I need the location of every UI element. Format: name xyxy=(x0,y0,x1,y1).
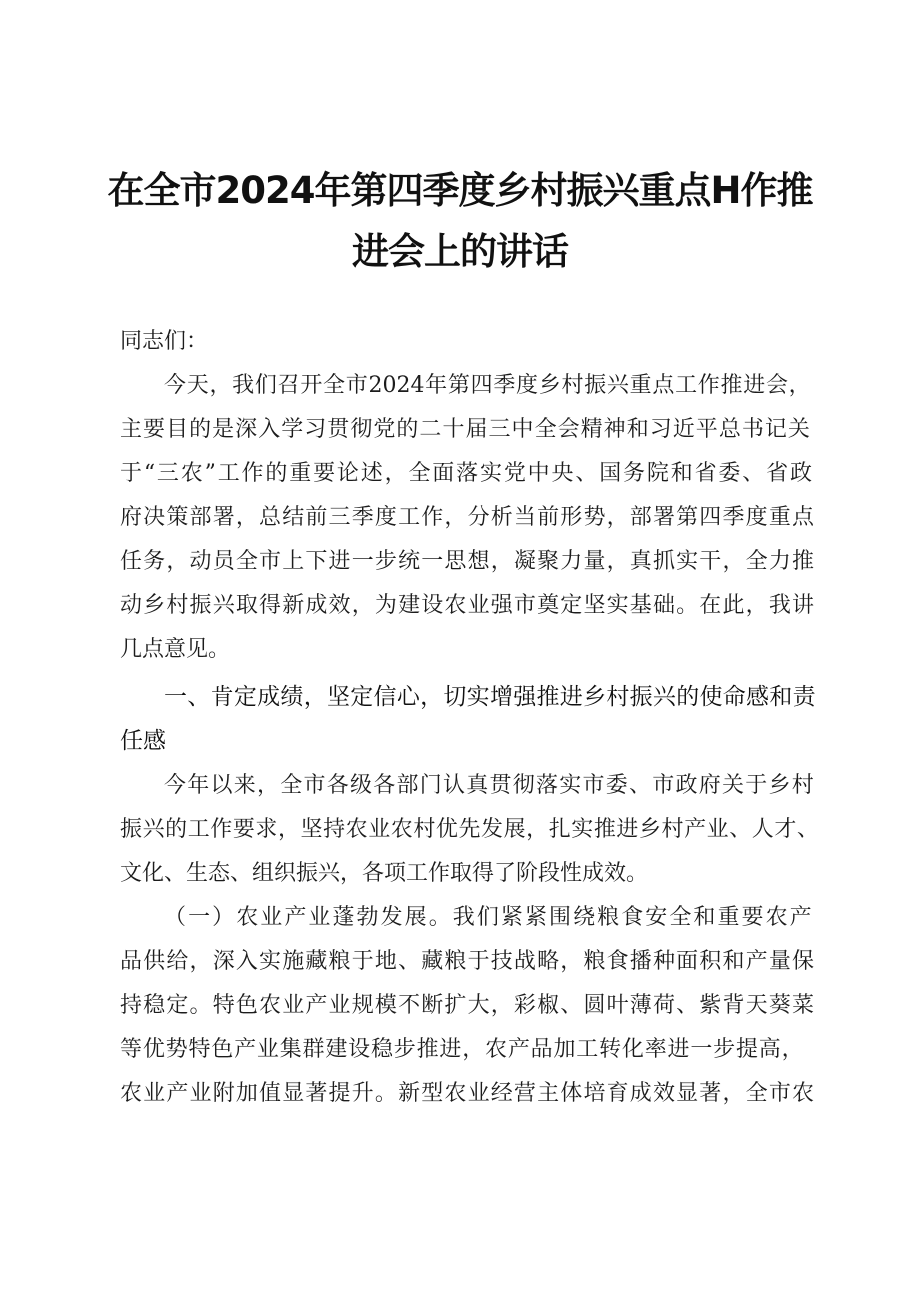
paragraph-1-line: 主 要 目 的 是 深 入 学 习 贯 彻 党 的 二 十 届 三 中 全 会 精 神 和 习 近 平 总 书 记 关 xyxy=(120,417,810,442)
paragraph-1-line: 今 天 ， 我 们 召 开 全 市 2024 年 第 四 季 度 乡 村 振 兴 重 点 工 作 推 进 会 ， xyxy=(164,373,811,398)
paragraph-1-line: 几点意见。 xyxy=(120,637,231,662)
section-1-heading-line: 一 、 肯 定 成 绩 ， 坚 定 信 心 ， 切 实 增 强 推 进 乡 村 振 兴 的 使 命 感 和 责 xyxy=(164,684,816,710)
paragraph-3-line: 持 稳 定 。 特 色 农 业 产 业 规 模 不 断 扩 大 ， 彩 椒 、 圆 叶 薄 荷 、 紫 背 天 葵 菜 xyxy=(120,993,814,1018)
paragraph-3-line: 品 供 给 ， 深 入 实 施 藏 粮 于 地 、 藏 粮 于 技 战 略 ， 粮 食 播 种 面 积 和 产 量 保 xyxy=(120,949,814,974)
paragraph-2-line: 振 兴 的 工 作 要 求 ， 坚 持 农 业 农 村 优 先 发 展 ， 扎 实 推 进 乡 村 产 业 、 人 才 、 xyxy=(120,817,819,842)
paragraph-1-line: 于 “ 三 农 ” 工 作 的 重 要 论 述 ， 全 面 落 实 党 中 央 、 国 务 院 和 省 委 、 省 政 xyxy=(120,461,812,486)
salutation: 同志们： xyxy=(120,329,209,354)
paragraph-3-line: （ 一 ） 农 业 产 业 蓬 勃 发 展 。 我 们 紧 紧 围 绕 粮 食 安 全 和 重 要 农 产 xyxy=(164,905,812,930)
paragraph-3-line: 等 优 势 特 色 产 业 集 群 建 设 稳 步 推 进 ， 农 产 品 加 工 转 化 率 进 一 步 提 高 ， xyxy=(120,1037,804,1062)
document-title-line-1: 在全市2024年第四季度乡村振兴重点H作推 xyxy=(107,169,813,212)
paragraph-2-line: 文化、生态、组织振兴，各项工作取得了阶段性成效。 xyxy=(120,861,649,886)
paragraph-1-line: 任 务 ， 动 员 全 市 上 下 进 一 步 统 一 思 想 ， 凝 聚 力 量 ， 真 抓 实 干 ， 全 力 推 xyxy=(120,549,814,574)
document-title-line-2: 进会上的讲话 xyxy=(352,230,568,273)
paragraph-1-line: 动 乡 村 振 兴 取 得 新 成 效 ， 为 建 设 农 业 强 市 奠 定 坚 实 基 础 。 在 此 ， 我 讲 xyxy=(120,593,814,618)
section-1-heading-line: 任感 xyxy=(120,728,166,754)
paragraph-3-line: 农 业 产 业 附 加 值 显 著 提 升 。 新 型 农 业 经 营 主 体 培 育 成 效 显 著 ， 全 市 农 xyxy=(120,1081,814,1106)
paragraph-2-line: 今 年 以 来 ， 全 市 各 级 各 部 门 认 真 贯 彻 落 实 市 委 、 市 政 府 关 于 乡 村 xyxy=(164,773,814,798)
paragraph-1-line: 府 决 策 部 署 ， 总 结 前 三 季 度 工 作 ， 分 析 当 前 形 势 ， 部 署 第 四 季 度 重 点 xyxy=(120,505,814,530)
